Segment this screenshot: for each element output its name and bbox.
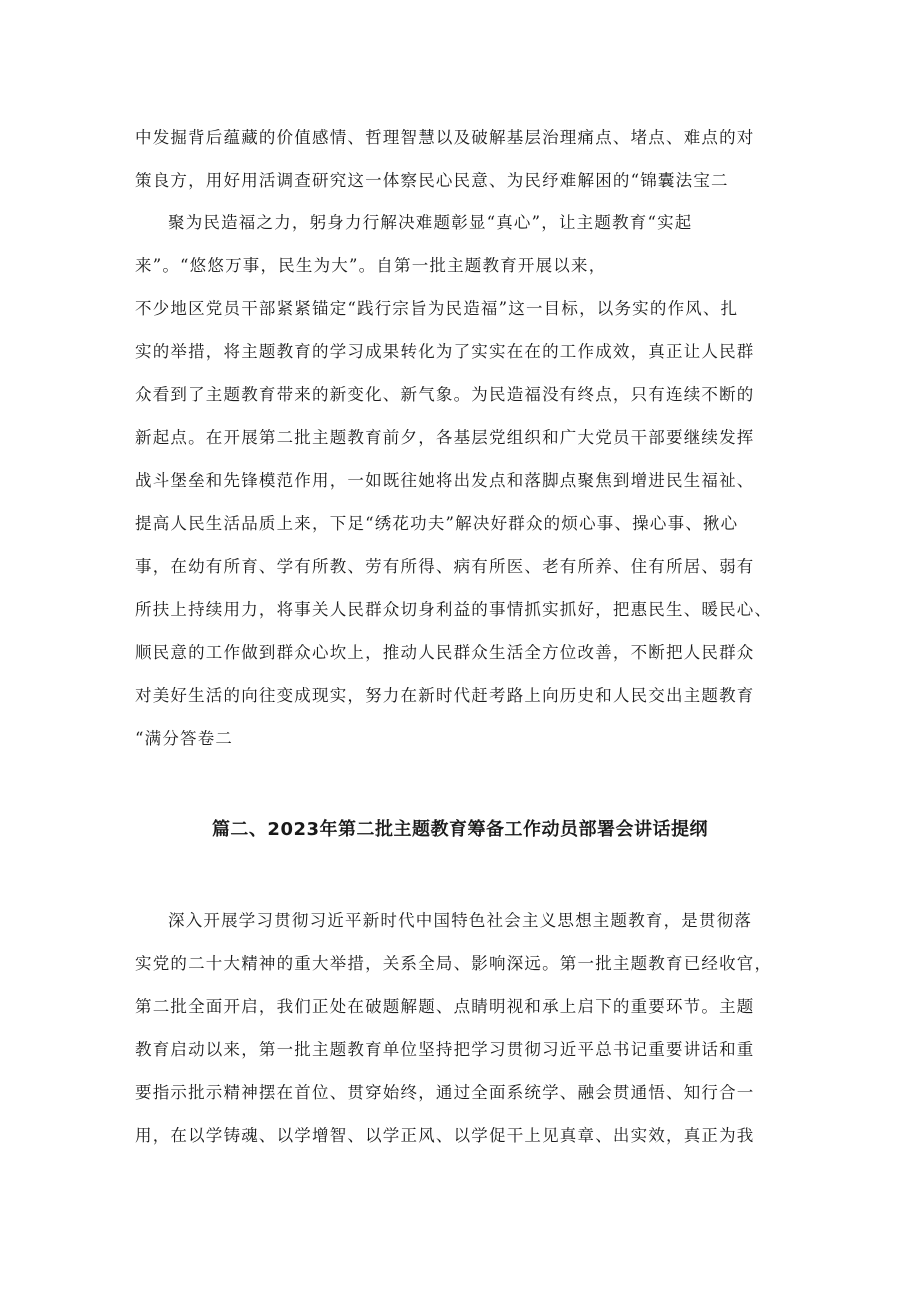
paragraph-line: 要指示批示精神摆在首位、贯穿始终，通过全面系统学、融会贯通悟、知行合一 [135,1083,755,1102]
paragraph-line: 战斗堡垒和先锋模范作用，一如既往她将出发点和落脚点聚焦到增进民生福祉、 [135,471,755,490]
paragraph-line: 中发掘背后蕴藏的价值感情、哲理智慧以及破解基层治理痛点、堵点、难点的对 [135,128,755,147]
paragraph-line: 众看到了主题教育带来的新变化、新气象。为民造福没有终点，只有连续不断的 [135,385,755,404]
paragraph-line: “满分答卷二 [135,729,234,748]
paragraph-line: 策良方，用好用活调查研究这一体察民心民意、为民纾难解困的“锦囊法宝二 [135,171,729,190]
paragraph-line: 深入开展学习贯彻习近平新时代中国特色社会主义思想主题教育，是贯彻落 [168,911,753,930]
paragraph-line: 聚为民造福之力，躬身力行解决难题彰显“真心”，让主题教育“实起 [168,213,693,232]
paragraph-line: 教育启动以来，第一批主题教育单位坚持把学习贯彻习近平总书记重要讲话和重 [135,1040,755,1059]
paragraph-line: 所扶上持续用力，将事关人民群众切身利益的事情抓实抓好，把惠民生、暖民心、 [135,600,773,619]
section-heading: 篇二、2023年第二批主题教育筹备工作动员部署会讲话提纲 [211,819,709,840]
paragraph-line: 提高人民生活品质上来，下足“绣花功夫”解决好群众的烦心事、操心事、揪心 [135,514,739,533]
paragraph-line: 第二批全面开启，我们正处在破题解题、点睛明视和承上启下的重要环节。主题 [135,997,755,1016]
paragraph-line: 事，在幼有所育、学有所教、劳有所得、病有所医、老有所养、住有所居、弱有 [135,557,755,576]
paragraph-line: 对美好生活的向往变成现实，努力在新时代赶考路上向历史和人民交出主题教育 [135,686,755,705]
paragraph-line: 用，在以学铸魂、以学增智、以学正风、以学促干上见真章、出实效，真正为我 [135,1126,755,1145]
paragraph-line: 实的举措，将主题教育的学习成果转化为了实实在在的工作成效，真正让人民群 [135,342,755,361]
paragraph-line: 顺民意的工作做到群众心坎上，推动人民群众生活全方位改善，不断把人民群众 [135,643,755,662]
paragraph-line: 新起点。在开展第二批主题教育前夕，各基层党组织和广大党员干部要继续发挥 [135,428,755,447]
paragraph-line: 实党的二十大精神的重大举措，关系全局、影响深远。第一批主题教育已经收官， [135,954,773,973]
paragraph-line: 不少地区党员干部紧紧锚定“践行宗旨为民造福”这一目标，以务实的作风、扎 [135,299,739,318]
paragraph-line: 来”。“悠悠万事，民生为大”。自第一批主题教育开展以来， [135,256,607,275]
